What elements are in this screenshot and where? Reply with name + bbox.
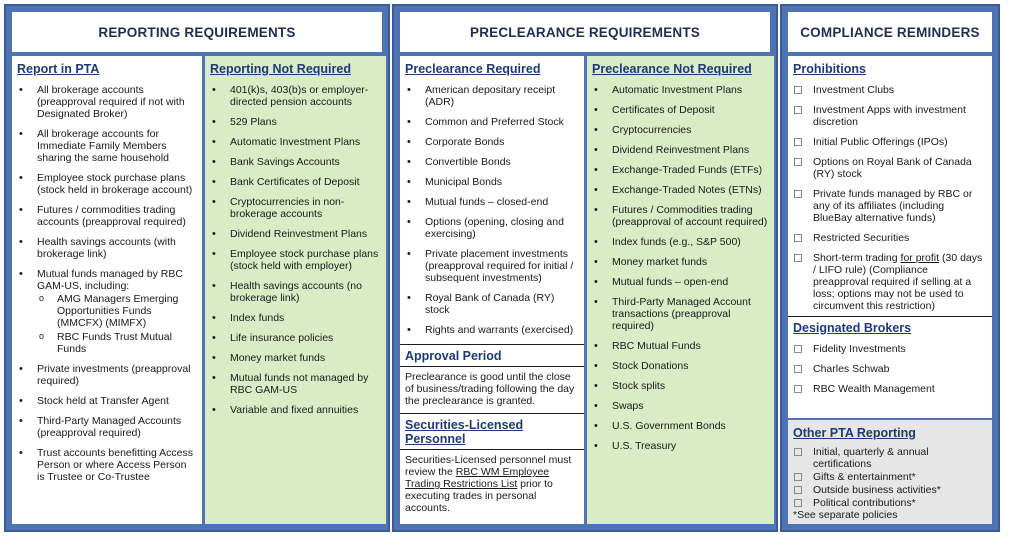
list-item: • All brokerage accounts for Immediate Family Members sharing the same household — [17, 128, 196, 164]
approval-period-text: Preclearance is good until the close of business/trading following the day the preclearance is granted. — [405, 371, 575, 407]
preclearance-required-list — [405, 84, 578, 336]
list-item: • Index funds — [210, 312, 380, 324]
list-item: • Trust accounts benefitting Access Person or where Access Person is Trustee or Co-Trustee — [17, 447, 196, 483]
list-item: • Bank Certificates of Deposit — [210, 176, 380, 188]
list-item: • Stock held at Transfer Agent — [17, 395, 196, 407]
list-item: • Third-Party Managed Account transactions (preapproval required) — [592, 296, 768, 332]
list-item: • 529 Plans — [210, 116, 380, 128]
report-in-pta-column — [12, 56, 202, 524]
list-item: Private funds managed by RBC or any of its affiliates (including BlueBay alternative funds) — [793, 188, 986, 224]
preclearance-not-required-column — [587, 56, 774, 524]
prohibitions-title: Prohibitions — [793, 62, 866, 76]
list-item: RBC Wealth Management — [793, 383, 986, 395]
other-pta-footnote: *See separate policies — [793, 509, 898, 521]
reporting-not-required-column — [205, 56, 386, 524]
list-item: • Futures / Commodities trading (preapproval of account required) — [592, 204, 768, 228]
compliance-column — [788, 56, 992, 418]
list-item: • Stock splits — [592, 380, 768, 392]
list-item: • Health savings accounts (with brokerage link) — [17, 236, 196, 260]
preclearance-not-required-list — [592, 84, 768, 452]
list-item: • Cryptocurrencies — [592, 124, 768, 136]
list-item: • Private investments (preapproval required) — [17, 363, 196, 387]
list-item: Initial, quarterly & annual certifications — [793, 446, 986, 470]
short-term-after: (30 days / LIFO rule) (Compliance preapproval required if selling at a loss; options may not be used to circumvent this restriction) — [813, 252, 983, 312]
list-item: • Automatic Investment Plans — [210, 136, 380, 148]
other-pta-column — [788, 420, 992, 524]
list-item: Charles Schwab — [793, 363, 986, 375]
list-item: • Convertible Bonds — [405, 156, 578, 168]
list-item: Initial Public Offerings (IPOs) — [793, 136, 986, 148]
list-item: Outside business activities* — [793, 484, 986, 496]
preclearance-panel — [392, 4, 778, 532]
list-item: Options on Royal Bank of Canada (RY) stock — [793, 156, 986, 180]
reporting-header: REPORTING REQUIREMENTS — [12, 12, 382, 52]
preclearance-required-column — [400, 56, 584, 524]
securities-licensed-text — [405, 454, 578, 514]
list-item: • Private placement investments (preapproval required for initial / subsequent investments) — [405, 248, 578, 284]
securities-licensed-title: Securities-Licensed Personnel — [405, 418, 524, 446]
list-item: • Royal Bank of Canada (RY) stock — [405, 292, 578, 316]
approval-period-title: Approval Period — [405, 349, 502, 363]
sub-list — [37, 293, 196, 355]
list-item: • American depositary receipt (ADR) — [405, 84, 578, 108]
list-item: • U.S. Government Bonds — [592, 420, 768, 432]
list-item: Restricted Securities — [793, 232, 986, 244]
list-item: • U.S. Treasury — [592, 440, 768, 452]
list-item: • Health savings accounts (no brokerage link) — [210, 280, 380, 304]
list-item: • Money market funds — [592, 256, 768, 268]
for-profit-link: for profit — [900, 252, 940, 264]
list-item: • Municipal Bonds — [405, 176, 578, 188]
list-item: • 401(k)s, 403(b)s or employer-directed pension accounts — [210, 84, 380, 108]
list-item: • Futures / commodities trading accounts (preapproval required) — [17, 204, 196, 228]
securities-licensed-text-after: prior to executing trades in personal accounts. — [405, 478, 553, 514]
list-item: • Mutual funds – closed-end — [405, 196, 578, 208]
list-item: • Dividend Reinvestment Plans — [210, 228, 380, 240]
restrictions-list-link[interactable]: RBC WM Employee Trading Restrictions List — [405, 466, 550, 490]
list-item: • Exchange-Traded Notes (ETNs) — [592, 184, 768, 196]
list-item: • Rights and warrants (exercised) — [405, 324, 578, 336]
list-item: Fidelity Investments — [793, 343, 986, 355]
divider — [400, 366, 584, 367]
preclearance-required-title: Preclearance Required — [405, 62, 541, 76]
list-item-label: Mutual funds managed by RBC GAM-US, including: — [37, 268, 183, 292]
designated-brokers-title: Designated Brokers — [793, 321, 912, 335]
list-item: • Dividend Reinvestment Plans — [592, 144, 768, 156]
list-item: • Variable and fixed annuities — [210, 404, 380, 416]
divider — [400, 413, 584, 414]
list-item: • RBC Mutual Funds — [592, 340, 768, 352]
compliance-panel — [780, 4, 1000, 532]
list-item: • Employee stock purchase plans (stock held in brokerage account) — [17, 172, 196, 196]
divider — [400, 449, 584, 450]
report-in-pta-list — [17, 84, 196, 483]
list-item: • Swaps — [592, 400, 768, 412]
reporting-not-required-title: Reporting Not Required — [210, 62, 351, 76]
list-item: • Certificates of Deposit — [592, 104, 768, 116]
sub-list-item: o AMG Managers Emerging Opportunities Funds (MMCFX) (MIMFX) — [37, 293, 196, 329]
compliance-header: COMPLIANCE REMINDERS — [788, 12, 992, 52]
list-item: • Automatic Investment Plans — [592, 84, 768, 96]
list-item: • Mutual funds not managed by RBC GAM-US — [210, 372, 380, 396]
list-item: Gifts & entertainment* — [793, 471, 986, 483]
securities-licensed-text-before: Securities-Licensed personnel must review the — [405, 454, 572, 478]
sub-list-item: o RBC Funds Trust Mutual Funds — [37, 331, 196, 355]
list-item: • Index funds (e.g., S&P 500) — [592, 236, 768, 248]
list-item: Investment Apps with investment discretion — [793, 104, 986, 128]
report-in-pta-title: Report in PTA — [17, 62, 100, 76]
list-item: Investment Clubs — [793, 84, 986, 96]
list-item: • Mutual funds – open-end — [592, 276, 768, 288]
other-pta-title: Other PTA Reporting — [793, 426, 916, 440]
list-item: • Bank Savings Accounts — [210, 156, 380, 168]
list-item: • Options (opening, closing and exercising) — [405, 216, 578, 240]
short-term-before: Short-term trading — [813, 252, 901, 264]
list-item: • Cryptocurrencies in non-brokerage accounts — [210, 196, 380, 220]
preclearance-header: PRECLEARANCE REQUIREMENTS — [400, 12, 770, 52]
list-item: Political contributions* — [793, 497, 986, 509]
list-item: • Common and Preferred Stock — [405, 116, 578, 128]
list-item: • Third-Party Managed Accounts (preapproval required) — [17, 415, 196, 439]
list-item: • Employee stock purchase plans (stock held with employer) — [210, 248, 380, 272]
list-item: • Money market funds — [210, 352, 380, 364]
reporting-panel — [4, 4, 390, 532]
divider — [400, 344, 584, 345]
reporting-not-required-list — [210, 84, 380, 416]
list-item: • Stock Donations — [592, 360, 768, 372]
prohibitions-list — [793, 84, 986, 312]
list-item: • Corporate Bonds — [405, 136, 578, 148]
preclearance-not-required-title: Preclearance Not Required — [592, 62, 752, 76]
list-item-short-term — [793, 252, 986, 312]
list-item: • Life insurance policies — [210, 332, 380, 344]
divider — [788, 316, 992, 317]
other-pta-list — [793, 446, 986, 509]
list-item: • Exchange-Traded Funds (ETFs) — [592, 164, 768, 176]
designated-brokers-list — [793, 343, 986, 395]
list-item: • All brokerage accounts (preapproval required if not with Designated Broker) — [17, 84, 196, 120]
list-item-with-sublist — [17, 268, 196, 355]
